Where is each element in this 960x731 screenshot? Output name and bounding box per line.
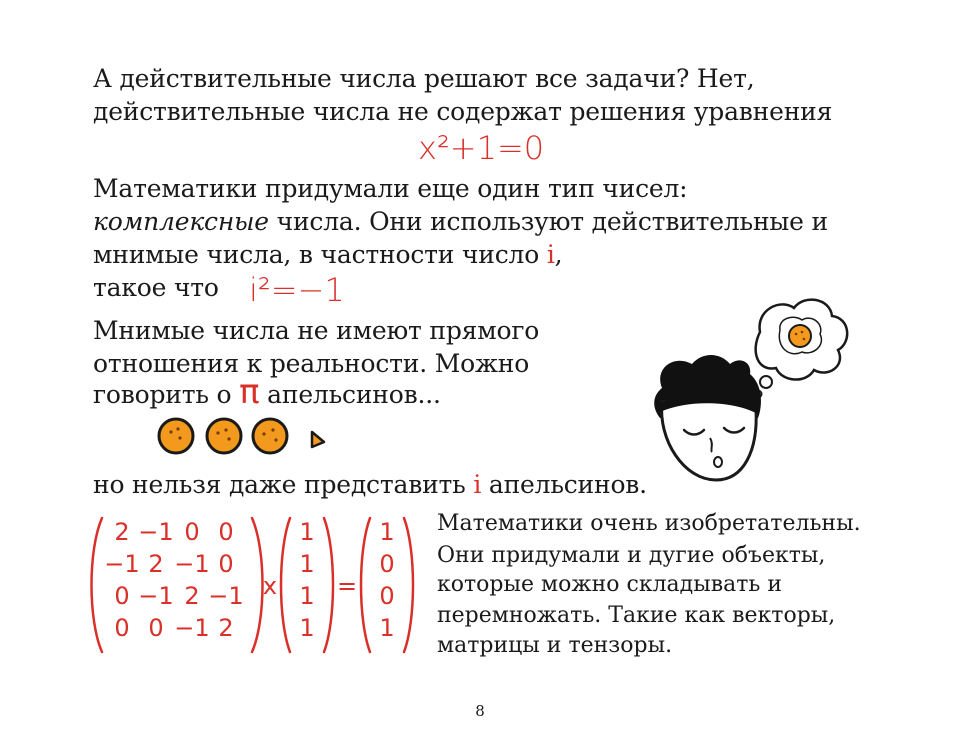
matrix-cell: 0 [184, 518, 200, 546]
paragraph-4-suffix: апельсинов. [481, 470, 647, 499]
matrix-cell: 2 [114, 518, 130, 546]
fried-egg-icon [779, 317, 821, 354]
matrix-left-paren [92, 518, 103, 652]
vector-left-paren [281, 518, 290, 652]
paragraph-2-line-1: Математики придумали еще один тип чисел: [93, 174, 688, 203]
matrix-cell: 0 [114, 614, 130, 642]
matrix-cell: −1 [174, 550, 210, 578]
paragraph-3-line-2: отношения к реальности. Можно [93, 349, 530, 378]
vector-cell: 1 [299, 582, 315, 610]
paragraph-2-line-3-prefix: мнимые числа, в частности число [93, 240, 547, 269]
result-left-paren [361, 518, 370, 652]
matrix-cell: −1 [174, 614, 210, 642]
vector-cell: 1 [299, 550, 315, 578]
vector-cell: 1 [299, 518, 315, 546]
matrix-cell: 0 [114, 582, 130, 610]
matrix-cell: 0 [218, 518, 234, 546]
italic-term: комплексные [93, 207, 269, 236]
equation-x-squared: x²+1=0 [418, 129, 545, 167]
result-right-paren [404, 518, 413, 652]
paragraph-3-line-1: Мнимые числа не имеют прямого [93, 316, 540, 345]
paragraph-4 [93, 468, 647, 501]
paragraph-2-line-3 [93, 238, 562, 271]
paragraph-2-line-4: такое что [93, 273, 219, 302]
matrix-cell: −1 [138, 518, 174, 546]
paragraph-4-prefix: но нельзя даже представить [93, 470, 474, 499]
paragraph-2-line-3-suffix: , [554, 240, 563, 269]
equation-i-squared: i²=−1 [249, 271, 345, 309]
paragraph-3-line-3-prefix: говорить о [93, 380, 240, 409]
matrix-cell: 2 [148, 550, 164, 578]
paragraph-2-line-2 [93, 205, 828, 238]
paragraph-3-line-3 [93, 372, 441, 412]
matrix-right-paren [252, 518, 263, 652]
imaginary-unit-symbol: i [546, 240, 555, 269]
matrix-cell: 2 [218, 614, 234, 642]
vector-right-paren [324, 518, 333, 652]
paragraph-5-line-5: матрицы и тензоры. [437, 633, 673, 658]
matrix-cell: 2 [184, 582, 200, 610]
paragraph-5-line-1: Математики очень изобретательны. [437, 511, 861, 536]
matrix-cell: −1 [208, 582, 244, 610]
matrix-equation [88, 510, 428, 660]
matrix-cell: −1 [104, 550, 140, 578]
orange-icon [207, 419, 241, 453]
oranges-illustration [152, 410, 342, 462]
times-sign: x [262, 572, 278, 600]
paragraph-5-line-4: перемножать. Такие как векторы, [437, 603, 836, 628]
paragraph-2-line-2-rest: числа. Они используют действительные и [268, 207, 828, 236]
matrix-cell: −1 [138, 582, 174, 610]
sleeping-girl-illustration [640, 290, 860, 500]
matrix-cell: 0 [148, 614, 164, 642]
matrix-cell: 0 [218, 550, 234, 578]
orange-icon [159, 419, 193, 453]
imaginary-unit-symbol-2: i [473, 470, 482, 499]
page-number: 8 [475, 702, 485, 720]
result-cell: 0 [379, 550, 395, 578]
orange-icon [253, 419, 287, 453]
paragraph-5-line-3: которые можно складывать и [437, 572, 783, 597]
result-cell: 1 [379, 518, 395, 546]
paragraph-3-line-3-suffix: апельсинов... [259, 380, 441, 409]
paragraph-1-line-2: действительные числа не содержат решения уравнения [93, 97, 833, 126]
paragraph-1-line-1: А действительные числа решают все задачи? Нет, [93, 64, 755, 93]
equals-sign: = [336, 572, 358, 600]
sleeping-girl-icon [654, 355, 761, 480]
pi-symbol: π [239, 372, 260, 412]
vector-cell: 1 [299, 614, 315, 642]
orange-slice-icon [312, 432, 324, 447]
result-cell: 1 [379, 614, 395, 642]
paragraph-5-line-2: Они придумали и дугие объекты, [437, 543, 826, 568]
result-cell: 0 [379, 582, 395, 610]
